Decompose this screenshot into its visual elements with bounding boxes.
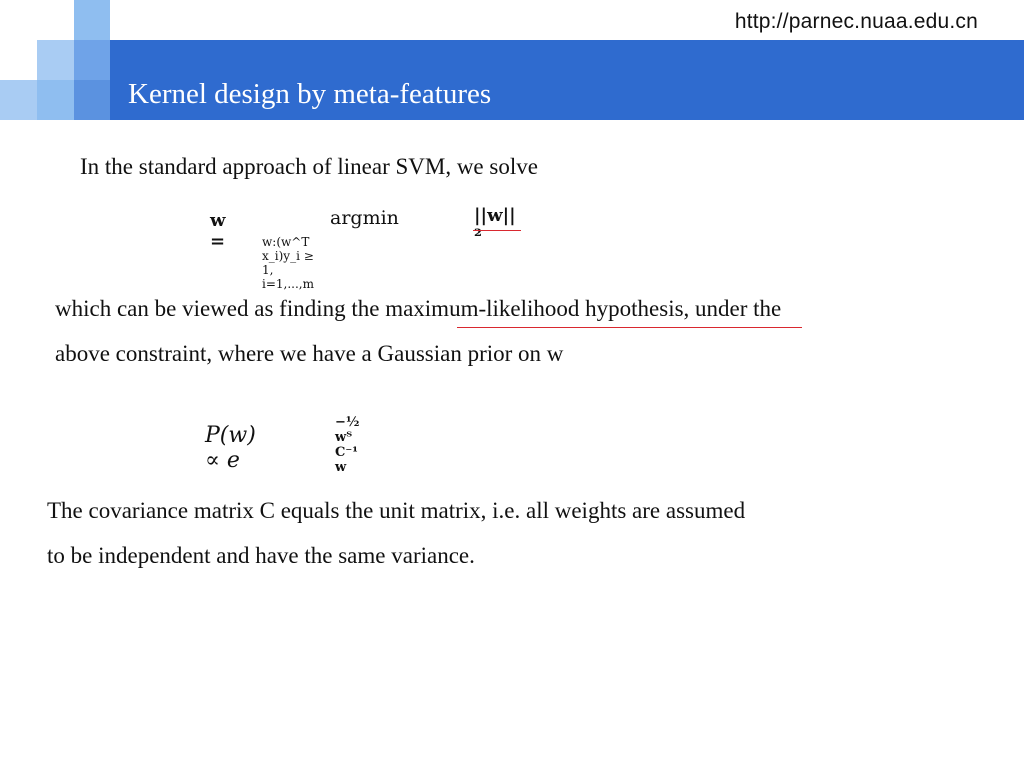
- formula2-lhs: P(w) ∝ e: [205, 423, 256, 473]
- paragraph2-line1: The covariance matrix C equals the unit matrix, i.e. all weights are assumed: [47, 498, 746, 523]
- paragraph1-line2: above constraint, where we have a Gaussian prior on w: [55, 341, 564, 366]
- formula1-objective: ||w||²: [474, 205, 516, 247]
- underline-annotation: [457, 327, 802, 328]
- formula1-operator: argmin: [330, 207, 399, 229]
- underline-annotation: [473, 230, 521, 231]
- intro-text: In the standard approach of linear SVM, we solve: [80, 154, 538, 179]
- paragraph2-line2: to be independent and have the same variance.: [47, 543, 475, 568]
- decor-square: [0, 80, 37, 120]
- formula1-lhs: w =: [210, 210, 226, 252]
- decor-square: [74, 40, 110, 80]
- decor-square: [37, 80, 74, 120]
- formula2-exponent: −½ wᵀ C⁻¹ w: [335, 415, 360, 475]
- decor-square: [37, 40, 74, 80]
- slide-title: Kernel design by meta-features: [128, 78, 492, 110]
- paragraph1-line1: which can be viewed as finding the maximum-likelihood hypothesis, under the: [55, 296, 782, 321]
- formula1-subscript: w:(w^T x_i)y_i ≥ 1, i=1,...,m: [262, 235, 314, 291]
- decor-square: [74, 80, 110, 120]
- decor-square: [74, 0, 110, 40]
- header-url: http://parnec.nuaa.edu.cn: [734, 10, 978, 33]
